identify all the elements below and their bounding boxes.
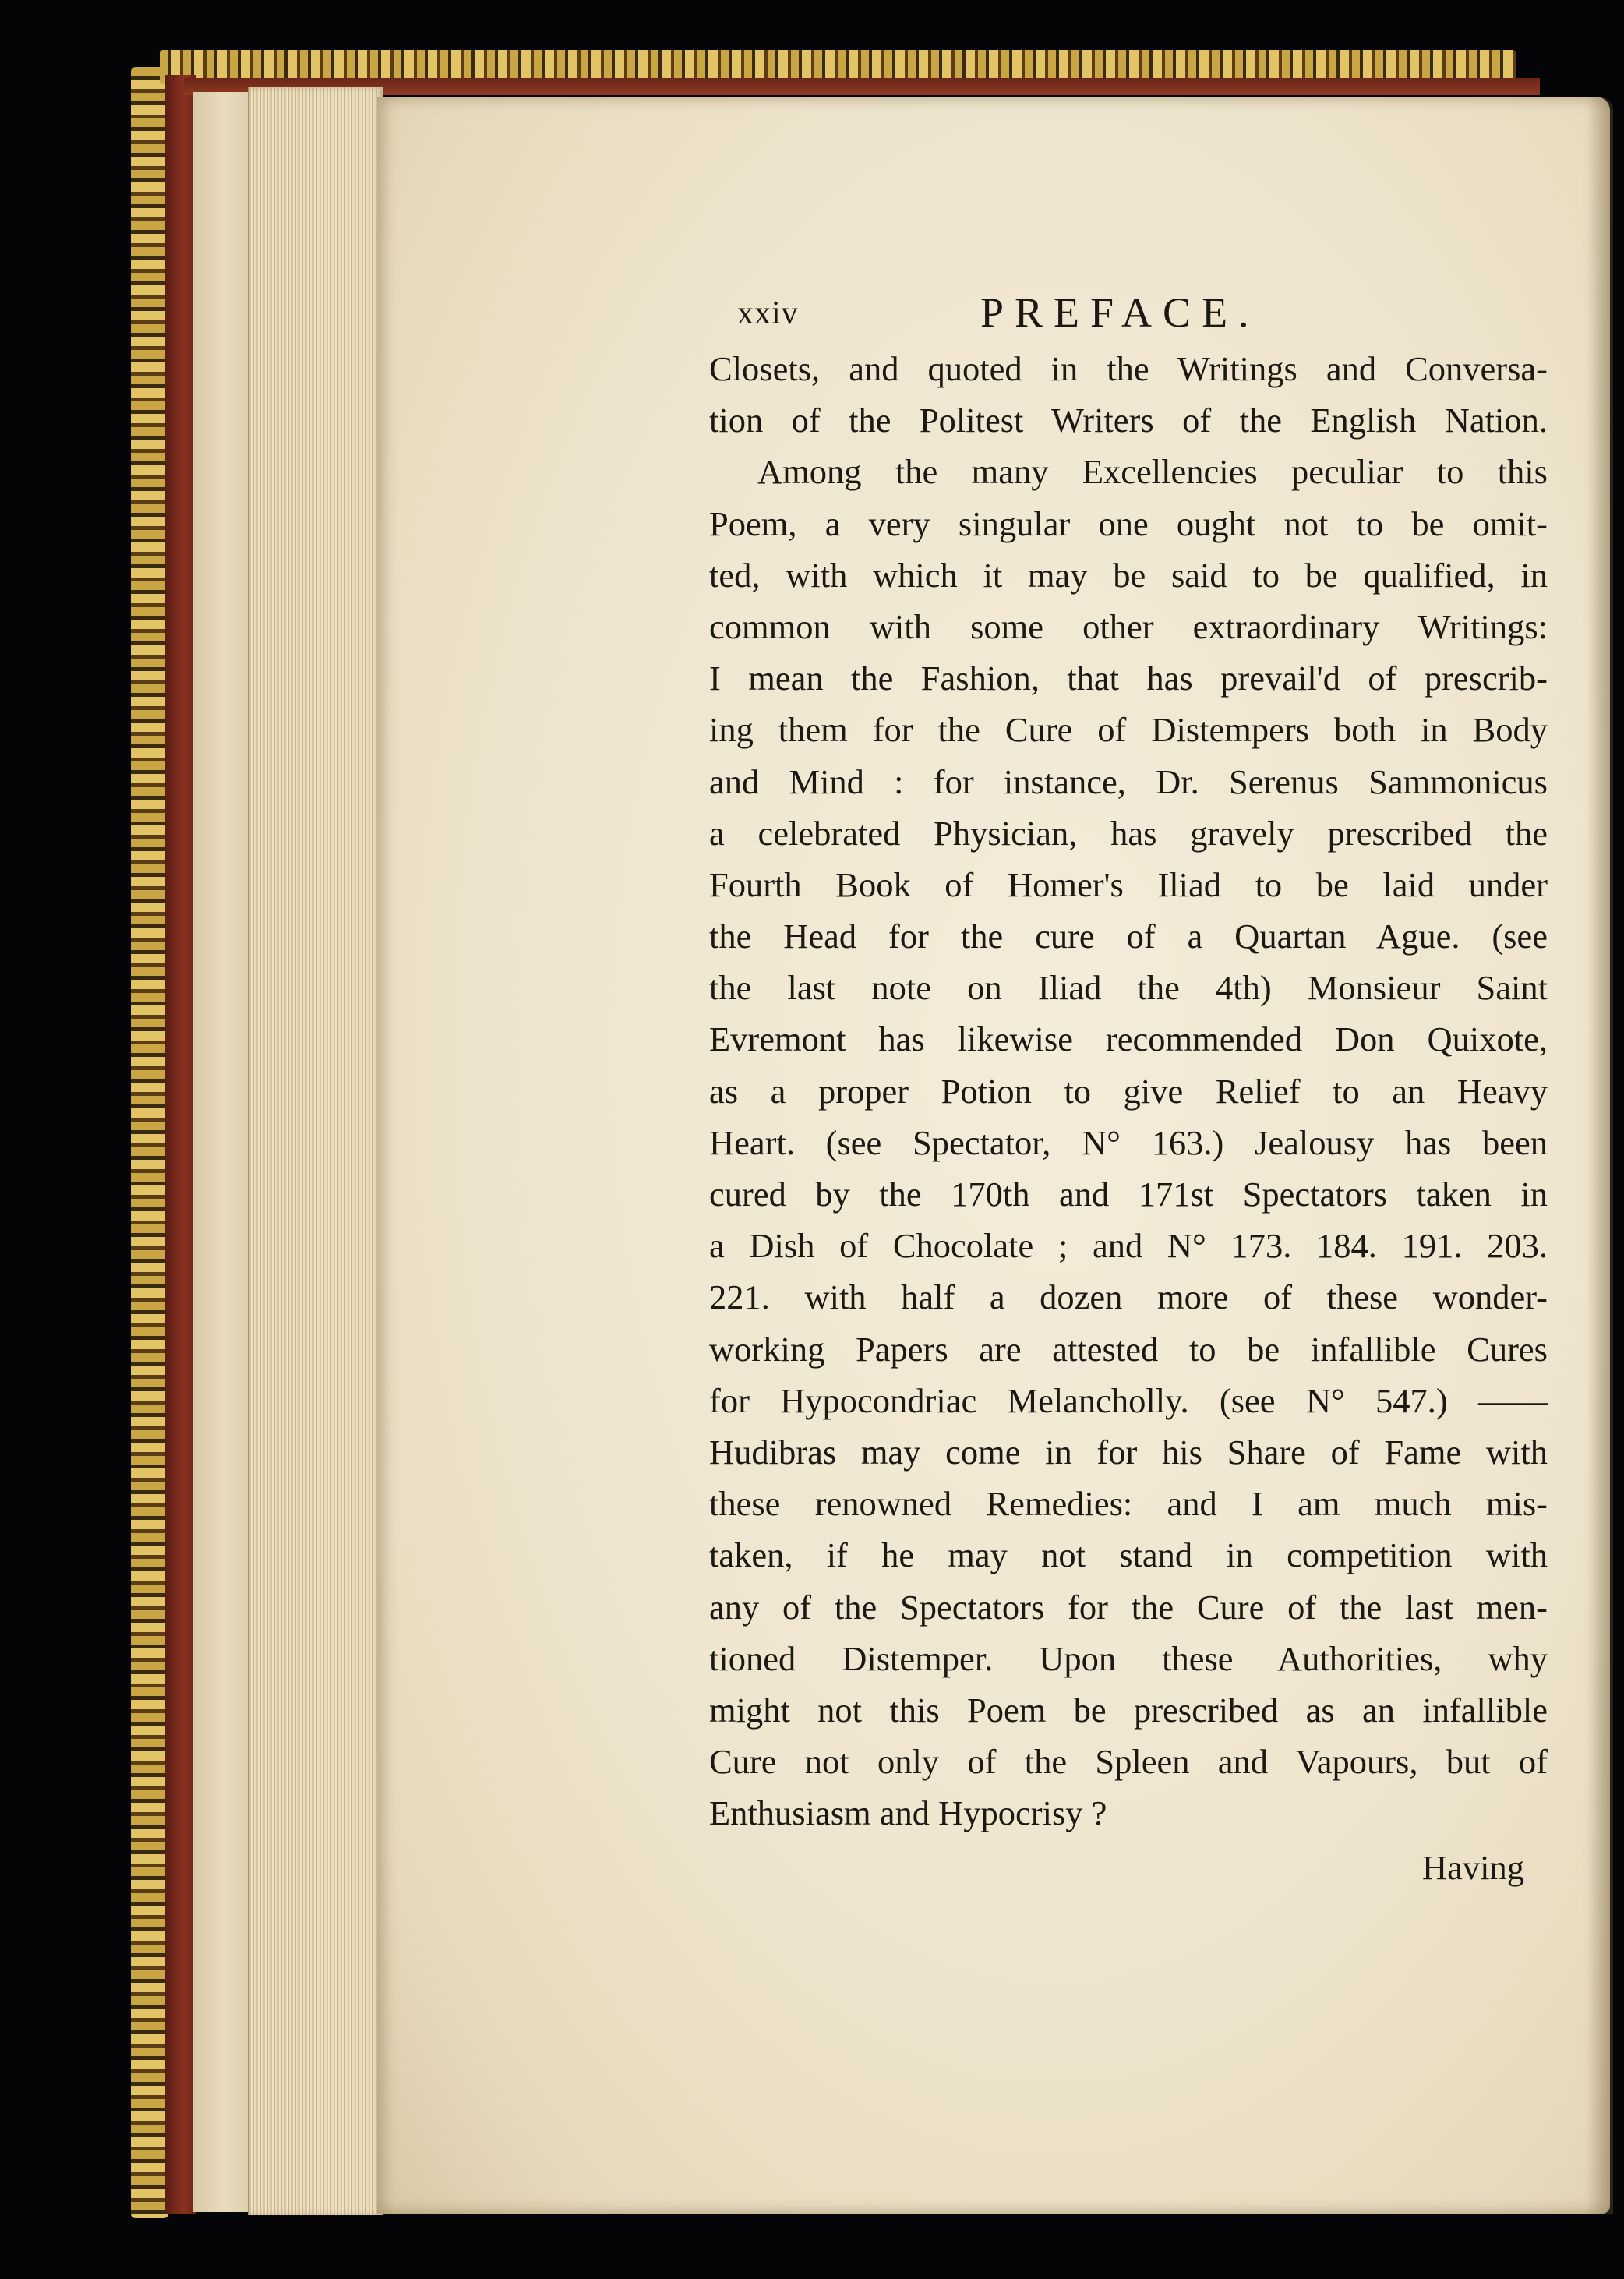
page-text-block [709,288,1548,1893]
text-line: working Papers are attested to be infallible Cures [709,1329,1548,1369]
running-head [709,288,1548,343]
text-line: and Mind : for instance, Dr. Serenus Sammonicus [709,761,1548,801]
text-line: ted, with which it may be said to be qualified, in [709,555,1548,595]
leather-cover-top [184,78,1540,95]
text-line: I mean the Fashion, that has prevail'd of prescrib- [709,659,1548,698]
page-edges-stack [248,87,383,2215]
text-line: Cure not only of the Spleen and Vapours, but of [709,1742,1548,1782]
text-line: a Dish of Chocolate ; and N° 173. 184. 191. 203. [709,1226,1548,1266]
text-line: any of the Spectators for the Cure of the last men- [709,1587,1548,1627]
text-line: might not this Poem be prescribed as an infallible [709,1690,1548,1730]
text-line: Among the many Excellencies peculiar to this [757,452,1548,492]
text-line: tion of the Politest Writers of the English Nation. [709,401,1548,440]
text-line: tioned Distemper. Upon these Authorities, why [709,1638,1548,1678]
text-line: Fourth Book of Homer's Iliad to be laid under [709,864,1548,904]
running-title: PREFACE. [980,289,1260,336]
text-line: Heart. (see Spectator, N° 163.) Jealousy has been [709,1122,1548,1162]
text-line: cured by the 170th and 171st Spectators taken in [709,1175,1548,1214]
page-number: xxiv [737,295,799,331]
text-line: Enthusiasm and Hypocrisy ? [709,1793,1107,1833]
text-line: for Hypocondriac Melancholly. (see N° 547.) —— [709,1380,1548,1420]
text-line: 221. with half a dozen more of these wonder- [709,1277,1548,1317]
text-line: common with some other extraordinary Writings: [709,606,1548,646]
text-line: Closets, and quoted in the Writings and Conversa- [709,349,1548,388]
text-line: ing them for the Cure of Distempers both in Body [709,710,1548,750]
text-line: the Head for the cure of a Quartan Ague. (see [709,917,1548,956]
text-line: Poem, a very singular one ought not to be omit- [709,504,1548,543]
catchword: Having [1421,1848,1524,1888]
text-line: Evremont has likewise recommended Don Quixote, [709,1019,1548,1059]
text-line: the last note on Iliad the 4th) Monsieur Saint [709,968,1548,1008]
leather-cover-spine-side [165,75,196,2214]
text-line: these renowned Remedies: and I am much mis- [709,1484,1548,1524]
text-line: a celebrated Physician, has gravely prescribed the [709,813,1548,853]
page-edge-shadow [1587,97,1613,2214]
text-line: taken, if he may not stand in competition with [709,1535,1548,1575]
gilt-edge-left [131,67,168,2218]
text-line: Hudibras may come in for his Share of Fame with [709,1432,1548,1472]
text-line: as a proper Potion to give Relief to an Heavy [709,1071,1548,1111]
